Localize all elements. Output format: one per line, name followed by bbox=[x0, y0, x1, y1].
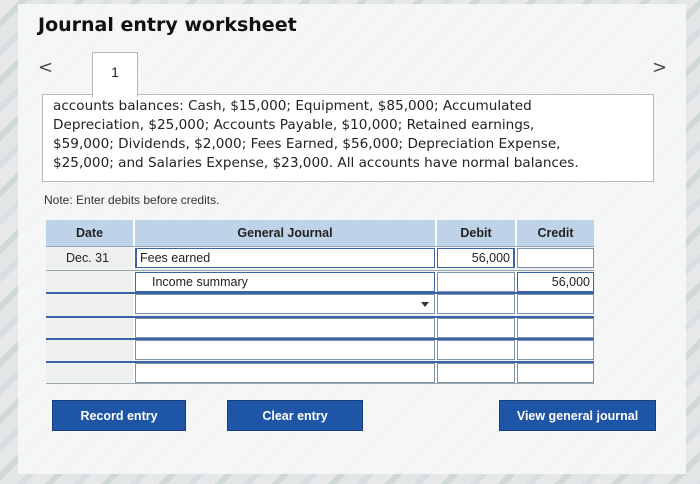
note-text: Note: Enter debits before credits. bbox=[44, 193, 220, 207]
info-line: accounts balances: Cash, $15,000; Equipment, $85,000; Accumulated bbox=[53, 98, 532, 114]
row2-account-input[interactable] bbox=[135, 272, 435, 292]
row2-account-text: Income summary bbox=[152, 275, 248, 289]
row1-date[interactable]: Dec. 31 bbox=[66, 251, 110, 265]
view-general-journal-button[interactable]: View general journal bbox=[499, 400, 656, 431]
row3-debit-input[interactable] bbox=[437, 294, 515, 314]
page-title: Journal entry worksheet bbox=[38, 14, 297, 36]
clear-entry-button[interactable]: Clear entry bbox=[227, 400, 363, 431]
row-divider bbox=[46, 246, 594, 247]
row4-account-input[interactable] bbox=[135, 318, 435, 338]
chevron-down-icon[interactable] bbox=[421, 302, 429, 307]
row2-credit-input[interactable] bbox=[517, 272, 594, 292]
tab-entry-1[interactable]: 1 bbox=[92, 52, 138, 97]
general-journal-table bbox=[46, 220, 594, 384]
header-general-journal: General Journal bbox=[135, 220, 435, 246]
row3-account-input[interactable] bbox=[135, 294, 435, 314]
row1-account-text: Fees earned bbox=[140, 251, 211, 265]
row1-account-input[interactable] bbox=[135, 248, 435, 268]
row-divider bbox=[46, 383, 594, 384]
info-line: $25,000; and Salaries Expense, $23,000. All accounts have normal balances. bbox=[53, 155, 579, 171]
row3-credit-input[interactable] bbox=[517, 294, 594, 314]
row1-debit-text: 56,000 bbox=[471, 251, 510, 265]
header-date: Date bbox=[46, 220, 133, 246]
row1-credit-input[interactable] bbox=[517, 248, 594, 268]
header-debit: Debit bbox=[437, 220, 515, 246]
row5-account-input[interactable] bbox=[135, 340, 435, 360]
row4-debit-input[interactable] bbox=[437, 318, 515, 338]
row6-account-input[interactable] bbox=[135, 363, 435, 383]
row5-credit-input[interactable] bbox=[517, 340, 594, 360]
next-arrow-icon[interactable]: > bbox=[652, 57, 668, 78]
previous-arrow-icon[interactable]: < bbox=[38, 57, 54, 78]
info-line: $59,000; Dividends, $2,000; Fees Earned, $56,000; Depreciation Expense, bbox=[53, 136, 561, 152]
row2-credit-text: 56,000 bbox=[551, 275, 590, 289]
record-entry-button[interactable]: Record entry bbox=[52, 400, 186, 431]
row2-debit-input[interactable] bbox=[437, 272, 515, 292]
row-divider bbox=[46, 270, 594, 271]
info-line: Depreciation, $25,000; Accounts Payable, $10,000; Retained earnings, bbox=[53, 117, 535, 133]
row4-credit-input[interactable] bbox=[517, 318, 594, 338]
problem-info-box bbox=[42, 94, 654, 182]
header-credit: Credit bbox=[517, 220, 594, 246]
row5-debit-input[interactable] bbox=[437, 340, 515, 360]
row1-debit-input[interactable] bbox=[437, 248, 515, 268]
row6-credit-input[interactable] bbox=[517, 363, 594, 383]
row6-debit-input[interactable] bbox=[437, 363, 515, 383]
